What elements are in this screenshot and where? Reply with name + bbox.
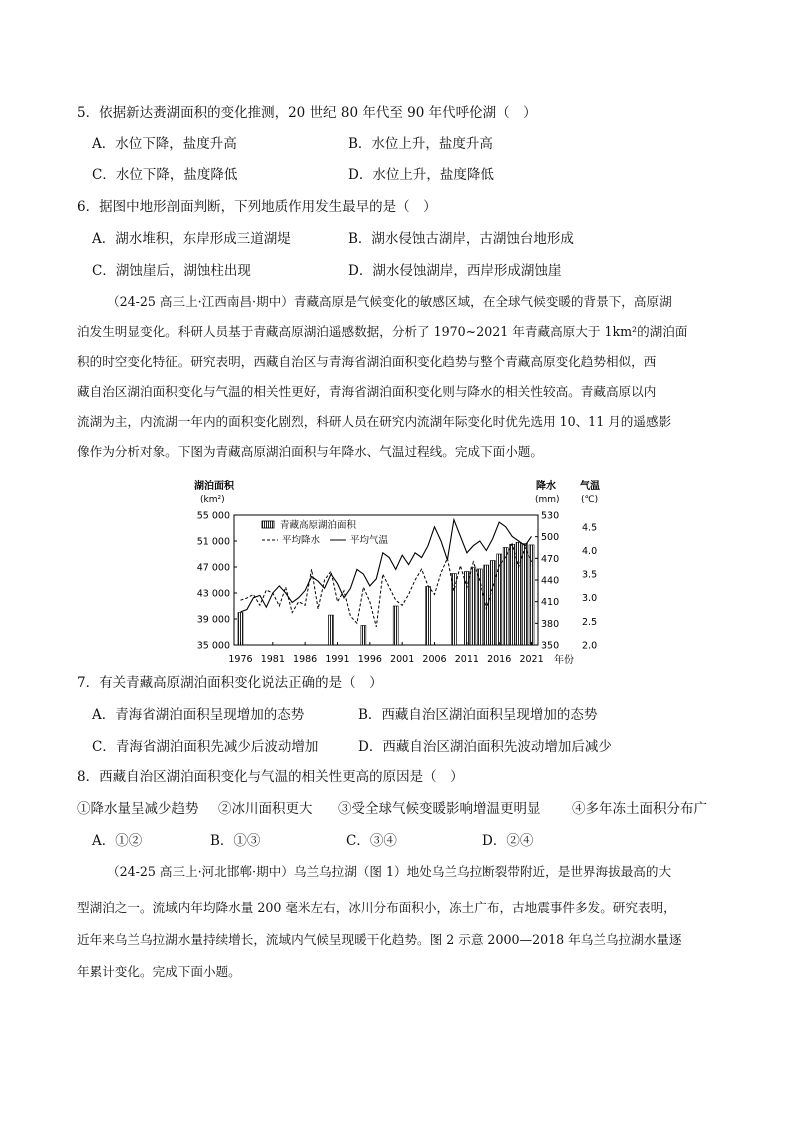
passage-2-line: 年累计变化。完成下面小题。 <box>77 964 241 979</box>
area-bar <box>393 606 398 645</box>
q5-option-a[interactable]: A．水位下降，盐度升高 <box>92 136 237 152</box>
passage-1-line: 藏自治区湖泊面积变化与气温的相关性更好，青海省湖泊面积变化则与降水的相关性较高。青藏高原以内 <box>77 384 657 399</box>
passage-2-line: 型湖泊之一。流域内年均降水量 200 毫米左右，冰川分布面积小，冻土广布，古地震事件多发。研究表明， <box>77 900 676 915</box>
q6-option-b[interactable]: B．湖水侵蚀古湖岸，古湖蚀台地形成 <box>348 231 574 247</box>
passage-1-line: 像作为分析对象。下图为青藏高原湖泊面积与年降水、气温过程线。完成下面小题。 <box>77 444 543 459</box>
question-7-stem: 7．有关青藏高原湖泊面积变化说法正确的是（ ） <box>77 675 383 691</box>
area-bar <box>329 615 334 645</box>
precip-tick-label: 350 <box>541 640 560 652</box>
right-axis2-title: 气温 <box>580 481 600 492</box>
legend-temp-label: 平均气温 <box>350 535 389 546</box>
temp-tick-label: 3.0 <box>582 593 598 605</box>
area-bar <box>471 568 476 645</box>
left-tick-label: 55 000 <box>196 510 230 522</box>
lake-area-chart <box>190 476 610 668</box>
right-axis1-title: 降水 <box>536 481 556 492</box>
x-tick-label: 1981 <box>260 654 285 665</box>
x-tick-label: 2006 <box>422 654 447 665</box>
legend-bar-swatch <box>262 521 274 528</box>
area-bar <box>510 544 515 645</box>
left-tick-label: 35 000 <box>196 640 230 652</box>
x-unit-label: 年份 <box>554 655 574 666</box>
precip-tick-label: 530 <box>541 510 560 522</box>
left-tick-label: 47 000 <box>196 562 230 574</box>
area-bar <box>529 545 534 645</box>
temp-tick-label: 2.0 <box>582 640 598 652</box>
x-tick-label: 2001 <box>390 654 415 665</box>
area-bars <box>238 542 534 645</box>
precip-tick-label: 410 <box>541 597 560 609</box>
area-bar <box>361 626 366 646</box>
temp-tick-label: 4.0 <box>582 545 598 557</box>
area-bar <box>238 613 243 646</box>
area-bar <box>490 561 495 646</box>
passage-1-line: （24-25 高三上·江西南昌·期中）青藏高原是气候变化的敏感区域，在全球气候变暖的背景下，高原湖 <box>107 294 672 309</box>
temp-tick-label: 4.5 <box>582 522 598 534</box>
q8-option-b[interactable]: B．①③ <box>210 833 261 849</box>
legend-bars-label: 青藏高原湖泊面积 <box>280 520 357 531</box>
passage-2-line: 近年来乌兰乌拉湖水量持续增长，流域内气候呈现暖干化趋势。图 2 示意 2000—2018 年乌兰乌拉湖水量逐 <box>77 932 682 947</box>
right-axis1-unit: (mm) <box>535 495 560 505</box>
precip-tick-label: 440 <box>541 575 560 587</box>
q8-option-a[interactable]: A．①② <box>92 833 143 849</box>
area-bar <box>503 548 508 646</box>
x-tick-label: 2011 <box>454 654 479 665</box>
question-8-stem: 8．西藏自治区湖泊面积变化与气温的相关性更高的原因是（ ） <box>77 769 464 785</box>
left-axis-unit: (km²) <box>200 495 225 505</box>
precip-tick-label: 470 <box>541 553 560 565</box>
q8-item-3: ③受全球气候变暖影响增温更明显 <box>338 801 541 817</box>
passage-1-line: 积的时空变化特征。研究表明，西藏自治区与青海省湖泊面积变化趋势与整个青藏高原变化趋势相似，西 <box>77 354 657 369</box>
area-bar <box>516 542 521 645</box>
q6-option-a[interactable]: A．湖水堆积，东岸形成三道湖堤 <box>92 231 291 247</box>
precip-tick-label: 500 <box>541 532 560 544</box>
passage-1-line: 泊发生明显变化。科研人员基于青藏高原湖泊遥感数据，分析了 1970~2021 年青藏高原大于 1km²的湖泊面 <box>77 324 688 339</box>
x-tick-label: 1976 <box>228 654 253 665</box>
passage-1-line: 流湖为主，内流湖一年内的面积变化剧烈，科研人员在研究内流湖年际变化时优先选用 10、11 月的遥感影 <box>77 414 672 429</box>
left-tick-label: 39 000 <box>196 614 230 626</box>
q8-item-2: ②冰川面积更大 <box>218 801 313 817</box>
q7-option-b[interactable]: B．西藏自治区湖泊面积呈现增加的态势 <box>358 707 598 723</box>
x-tick-label: 2021 <box>519 654 544 665</box>
q8-option-d[interactable]: D．②④ <box>482 833 534 849</box>
q7-option-c[interactable]: C．青海省湖泊面积先减少后波动增加 <box>92 739 319 755</box>
q8-item-4: ④多年冻土面积分布广 <box>572 801 707 817</box>
right-axis2-unit: (℃) <box>581 495 599 505</box>
left-axis-title: 湖泊面积 <box>194 481 234 492</box>
temp-tick-label: 3.5 <box>582 569 598 581</box>
x-tick-label: 1996 <box>357 654 382 665</box>
q6-option-c[interactable]: C．湖蚀崖后，湖蚀柱出现 <box>92 263 251 279</box>
q8-item-1: ①降水量呈减少趋势 <box>77 801 199 817</box>
x-tick-label: 2016 <box>487 654 512 665</box>
q6-option-d[interactable]: D．湖水侵蚀湖岸，西岸形成湖蚀崖 <box>348 263 562 279</box>
question-6-stem: 6．据图中地形剖面判断，下列地质作用发生最早的是（ ） <box>77 199 437 215</box>
q5-option-c[interactable]: C．水位下降，盐度降低 <box>92 167 238 183</box>
left-tick-label: 43 000 <box>196 588 230 600</box>
passage-2-line: （24-25 高三上·河北邯郸·期中）乌兰乌拉湖（图 1）地处乌兰乌拉断裂带附近，是世界海拔最高的大 <box>107 864 672 879</box>
precip-tick-label: 380 <box>541 618 560 630</box>
q5-option-d[interactable]: D．水位上升，盐度降低 <box>348 167 494 183</box>
area-bar <box>426 587 431 646</box>
x-tick-label: 1991 <box>325 654 350 665</box>
q7-option-d[interactable]: D．西藏自治区湖泊面积先波动增加后减少 <box>358 739 612 755</box>
legend-precip-label: 平均降水 <box>282 535 321 546</box>
q5-option-b[interactable]: B．水位上升，盐度升高 <box>348 136 493 152</box>
temp-tick-label: 2.5 <box>582 616 598 628</box>
x-tick-label: 1986 <box>293 654 318 665</box>
q8-option-c[interactable]: C．③④ <box>346 833 397 849</box>
question-5-stem: 5．依据新达赉湖面积的变化推测，20 世纪 80 年代至 90 年代呼伦湖（ ） <box>77 105 537 121</box>
left-tick-label: 51 000 <box>196 536 230 548</box>
q7-option-a[interactable]: A．青海省湖泊面积呈现增加的态势 <box>92 707 305 723</box>
area-bar <box>497 554 502 645</box>
area-bar <box>523 544 528 645</box>
area-bar <box>484 565 489 645</box>
